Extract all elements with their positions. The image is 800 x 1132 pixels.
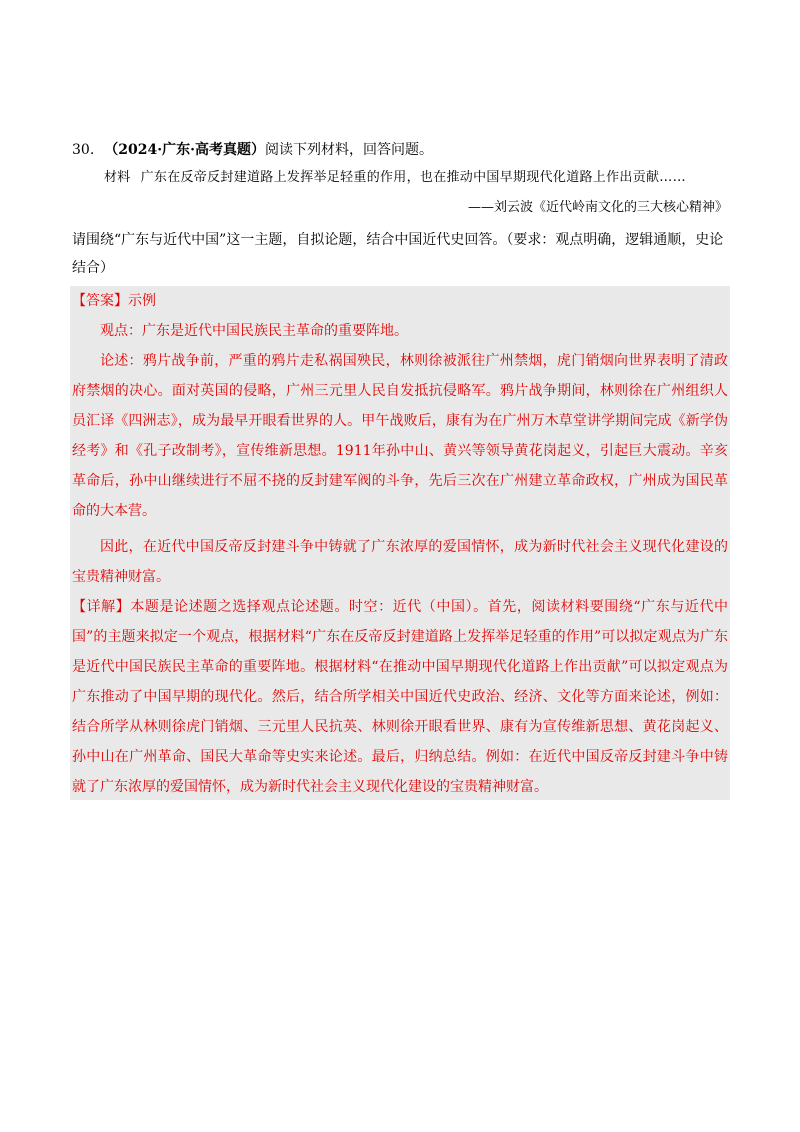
- material-quote: [104, 168, 728, 188]
- material-source: ——刘云波《近代岭南文化的三大核心精神》: [467, 200, 728, 215]
- answer-label: 【答案】: [72, 293, 128, 309]
- detail-label: 【详解】: [72, 599, 131, 615]
- answer-viewpoint: 观点：广东是近代中国民族民主革命的重要阵地。: [100, 323, 408, 339]
- question-instruction: 阅读下列材料，回答问题。: [264, 142, 433, 158]
- answer-label-suffix: 示例: [128, 293, 156, 309]
- question-source-tag: （2024·广东·高考真题）: [104, 142, 265, 158]
- question-prompt: 请围绕“广东与近代中国”这一主题，自拟论题，结合中国近代史回答。（要求：观点明确，逻辑通顺，史论结合）: [72, 232, 724, 276]
- answer-argument: 论述：鸦片战争前，严重的鸦片走私祸国殃民，林则徐被派往广州禁烟，虎门销烟向世界表明了清政府禁烟的决心。面对英国的侵略，广州三元里人民自发抵抗侵略军。鸦片战争期间，林则徐在广州组织人员汇译《四洲志》，成为最早开眼看世界的人。甲午战败后，康有为在广州万木草堂讲学期间完成《新学伪经考》和《孔子改制考》，宣传维新思想。1911年孙中山、黄兴等领导黄花岗起义，引起巨大震动。辛亥革命后，孙中山继续进行不屈不挠的反封建军阀的斗争，先后三次在广州建立革命政权，广州成为国民革命的大本营。: [72, 353, 728, 519]
- question-header: [72, 140, 732, 160]
- material-label: 材料: [104, 170, 131, 185]
- material-text: 广东在反帝反封建道路上发挥举足轻重的作用，也在推动中国早期现代化道路上作出贡献……: [140, 170, 686, 185]
- answer-header: [72, 286, 728, 316]
- question-number: 30.: [72, 142, 95, 158]
- detail-explanation: [72, 592, 728, 802]
- detail-text: 本题是论述题之选择观点论述题。时空：近代（中国）。首先，阅读材料要围绕“广东与近代中国”的主题来拟定一个观点，根据材料“广东在反帝反封建道路上发挥举足轻重的作用”可以拟定观点为广东是近代中国民族民主革命的重要阵地。根据材料“在推动中国早期现代化道路上作出贡献”可以拟定观点为广东推动了中国早期的现代化。然后，结合所学相关中国近代史政治、经济、文化等方面来论述，例如：结合所学从林则徐虎门销烟、三元里人民抗英、林则徐开眼看世界、康有为宣传维新思想、黄花岗起义、孙中山在广州革命、国民大革命等史实来论述。最后，归纳总结。例如：在近代中国反帝反封建斗争中铸就了广东浓厚的爱国情怀，成为新时代社会主义现代化建设的宝贵精神财富。: [72, 599, 729, 795]
- answer-conclusion: 因此，在近代中国反帝反封建斗争中铸就了广东浓厚的爱国情怀，成为新时代社会主义现代化建设的宝贵精神财富。: [72, 539, 728, 585]
